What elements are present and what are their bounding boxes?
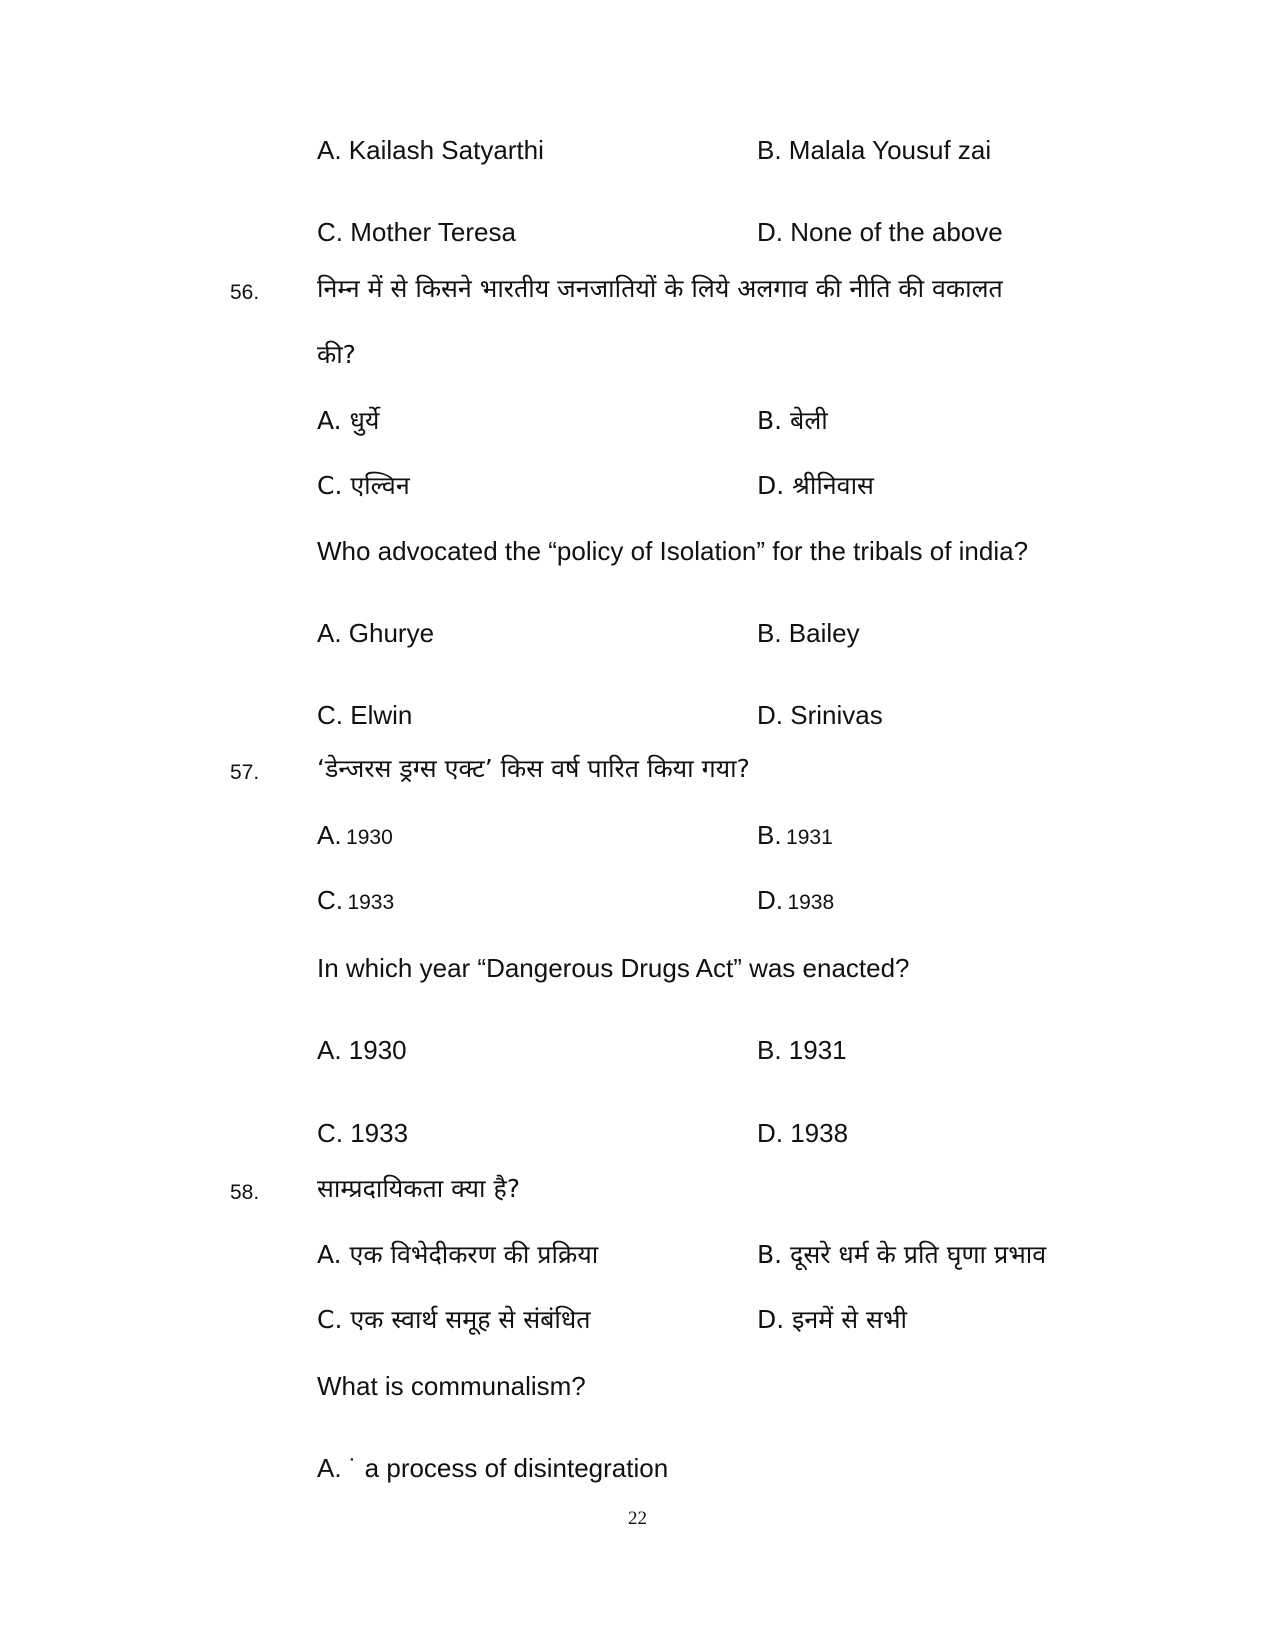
q57-hindi-option-c-letter: C. xyxy=(317,885,343,915)
q56-text-english: Who advocated the “policy of Isolation” for the tribals of india? xyxy=(317,536,1029,566)
q58-english-option-a: A. ˙ a process of disintegration xyxy=(317,1453,669,1483)
q57-hindi-option-d xyxy=(757,887,834,913)
q58-hindi-option-b: B. दूसरे धर्म के प्रति घृणा प्रभाव xyxy=(757,1240,1047,1269)
q57-hindi-option-a-year: 1930 xyxy=(346,826,393,849)
q57-hindi-option-b-letter: B. xyxy=(757,820,782,850)
q57-hindi-option-d-letter: D. xyxy=(757,885,783,915)
q57-text-english: In which year “Dangerous Drugs Act” was enacted? xyxy=(317,953,910,983)
q57-english-option-a: A. 1930 xyxy=(317,1035,407,1065)
q56-english-option-d: D. Srinivas xyxy=(757,700,883,730)
q58-text-hindi: साम्प्रदायिकता क्या है? xyxy=(317,1174,521,1203)
q56-text-hindi-line1: निम्न में से किसने भारतीय जनजातियों के लिये अलगाव की नीति की वकालत xyxy=(317,274,1003,303)
q56-hindi-option-a: A. धुर्ये xyxy=(317,406,380,435)
q57-hindi-option-d-year: 1938 xyxy=(787,891,835,914)
page-number: 22 xyxy=(628,1508,647,1529)
q58-text-english: What is communalism? xyxy=(317,1371,586,1401)
q57-hindi-option-a-letter: A. xyxy=(317,820,342,850)
q56-english-option-a: A. Ghurye xyxy=(317,618,435,648)
q57-text-hindi: ‘डेन्जरस ड्रग्स एक्ट’ किस वर्ष पारित किया गया? xyxy=(317,754,750,783)
q56-english-option-b: B. Bailey xyxy=(757,618,860,648)
prev-option-c: C. Mother Teresa xyxy=(317,217,516,247)
q57-english-option-b: B. 1931 xyxy=(757,1035,847,1065)
q57-english-option-d: D. 1938 xyxy=(757,1118,849,1148)
q56-hindi-option-b: B. बेली xyxy=(757,406,828,435)
q57-hindi-option-c-year: 1933 xyxy=(347,891,395,914)
q57-hindi-option-b xyxy=(757,822,833,848)
q57-hindi-option-a xyxy=(317,822,393,848)
question-number-56: 56. xyxy=(230,281,260,304)
question-number-57: 57. xyxy=(230,761,260,784)
q56-english-option-c: C. Elwin xyxy=(317,700,413,730)
q58-hindi-option-a: A. एक विभेदीकरण की प्रक्रिया xyxy=(317,1240,599,1269)
q57-english-option-c: C. 1933 xyxy=(317,1118,409,1148)
question-number-58: 58. xyxy=(230,1181,260,1204)
q58-hindi-option-c: C. एक स्वार्थ समूह से संबंधित xyxy=(317,1305,591,1334)
prev-option-d: D. None of the above xyxy=(757,217,1003,247)
prev-option-b: B. Malala Yousuf zai xyxy=(757,135,992,165)
q57-hindi-option-b-year: 1931 xyxy=(786,826,833,849)
prev-option-a: A. Kailash Satyarthi xyxy=(317,135,544,165)
q56-text-hindi-line2: की? xyxy=(317,340,356,369)
q56-hindi-option-c: C. एल्विन xyxy=(317,471,410,500)
q56-hindi-option-d: D. श्रीनिवास xyxy=(757,471,874,500)
q58-hindi-option-d: D. इनमें से सभी xyxy=(757,1305,907,1334)
q57-hindi-option-c xyxy=(317,887,394,913)
